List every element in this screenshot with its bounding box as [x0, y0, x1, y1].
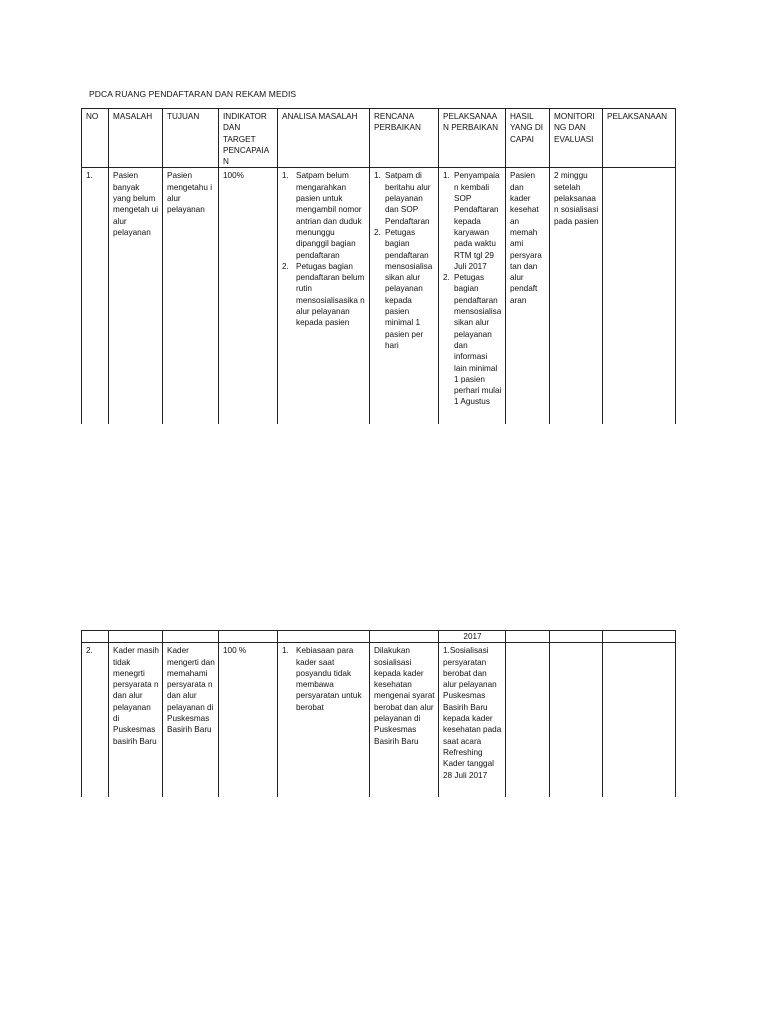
row2-rencana: Dilakukan sosialisasi kepada kader kesehatan mengenai syarat berobat dan alur pelayanan di Puskesmas Basirih Baru — [370, 643, 439, 798]
row2-tujuan: Kader mengerti dan memahami persyarata n dan alur pelayanan di Puskesmas Basirih Baru — [163, 643, 219, 798]
row1-analisa — [278, 168, 370, 425]
row1-monitoring: 2 minggu setelah pelaksanaa n sosialisasi pada pasien — [550, 168, 603, 425]
row1-indikator: 100% — [219, 168, 278, 425]
header-hasil: HASIL YANG DI CAPAI — [506, 109, 550, 168]
header-analisa: ANALISA MASALAH — [278, 109, 370, 168]
list-item: 1. Kebiasaan para kader saat posyandu tidak membawa persyaratan untuk berobat — [282, 646, 362, 712]
row2-monitoring — [550, 643, 603, 798]
header-monitoring: MONITORI NG DAN EVALUASI — [550, 109, 603, 168]
header-pelaksanaan: PELAKSANAAN — [603, 109, 676, 168]
document-title: PDCA RUANG PENDAFTARAN DAN REKAM MEDIS — [89, 89, 297, 99]
table-row — [82, 643, 676, 798]
row1-no: 1. — [82, 168, 109, 425]
list-item: 1. Penyampaia n kembali SOP Pendaftaran kepada karyawan pada waktu RTM tgl 29 Juli 2017 — [443, 171, 500, 271]
row2-hasil — [506, 643, 550, 798]
table-row — [82, 631, 676, 643]
row2-analisa — [278, 643, 370, 798]
header-pelaksanaan-perbaikan: PELAKSANAAN PERBAIKAN — [439, 109, 506, 168]
row1-hasil: Pasien dan kader kesehat an memah ami persyara tan dan alur pendaft aran — [506, 168, 550, 425]
analisa-list — [282, 645, 366, 713]
row1-pelaksanaan — [603, 168, 676, 425]
pdca-table-page-1 — [81, 108, 676, 424]
list-item: 1. Satpam belum mengarahkan pasien untuk mengambil nomor antrian dan duduk menunggu dipanggil bagian pendaftaran — [282, 171, 362, 260]
list-item: 2. Petugas bagian pendaftaran mensosialisa sikan alur pelayanan kepada pasien minimal 1 pasien per hari — [374, 227, 433, 350]
header-masalah: MASALAH — [109, 109, 163, 168]
row1-masalah: Pasien banyak yang belum mengetah ui alur pelayanan — [109, 168, 163, 425]
list-item: 2. Petugas bagian pendaftaran belum rutin mensosialisasika n alur pelayanan kepada pasien — [282, 261, 365, 328]
row2-indikator: 100 % — [219, 643, 278, 798]
row1-tujuan: Pasien mengetahu i alur pelayanan — [163, 168, 219, 425]
row1-pelaksanaan-perbaikan — [439, 168, 506, 425]
row2-no: 2. — [82, 643, 109, 798]
table-header-row — [82, 109, 676, 168]
table-row — [82, 168, 676, 425]
header-no: NO — [82, 109, 109, 168]
header-tujuan: TUJUAN — [163, 109, 219, 168]
pdca-table-page-2 — [81, 630, 676, 797]
pelaksanaan-list — [443, 170, 502, 407]
rencana-list — [374, 170, 435, 351]
row2-masalah: Kader masih tidak menegrti persyarata n dan alur pelayanan di Puskesmas basirih Baru — [109, 643, 163, 798]
row2-pelaksanaan — [603, 643, 676, 798]
analisa-list — [282, 170, 366, 328]
list-item: 1. Satpam di beritahu alur pelayanan dan SOP Pendaftaran — [374, 171, 431, 226]
carry-over-text: 2017 — [439, 631, 506, 643]
header-indikator: INDIKATOR DAN TARGET PENCAPAIA N — [219, 109, 278, 168]
list-item: 2. Petugas bagian pendaftaran mensosialisa sikan alur pelayanan dan informasi lain minimal 1 pasien perhari mulai 1 Agustus — [443, 273, 502, 407]
header-rencana: RENCANA PERBAIKAN — [370, 109, 439, 168]
row2-pelaksanaan-perbaikan: 1.Sosialisasi persyaratan berobat dan alur pelayanan Puskesmas Basirih Baru kepada kader kesehatan pada saat acara Refreshing Kader tanggal 28 Juli 2017 — [439, 643, 506, 798]
row1-rencana — [370, 168, 439, 425]
